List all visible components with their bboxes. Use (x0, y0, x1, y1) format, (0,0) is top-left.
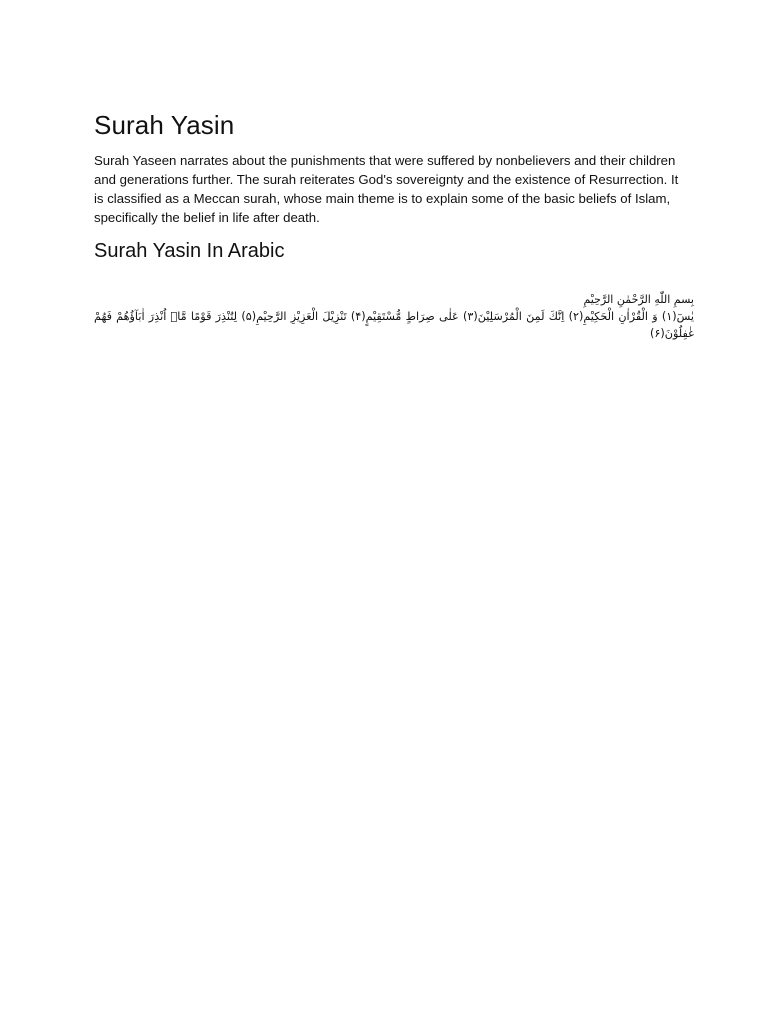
page-title: Surah Yasin (94, 110, 235, 140)
intro-paragraph: Surah Yaseen narrates about the punishments that were suffered by nonbelievers and their children and generations further. The surah reiterates God's sovereignty and the existence of Resurrection. It is classified as a Meccan surah, whose main theme is to explain some of the basic beliefs of Islam, specifically the belief in life after death. (94, 153, 679, 225)
bismillah-line: بِسمِ اللّٰهِ الرَّحْمٰنِ الرَّحِيْمِ (583, 293, 694, 306)
section-heading: Surah Yasin In Arabic (94, 240, 285, 262)
arabic-text-block (94, 292, 694, 345)
arabic-paragraph: يٰسٓ(۱) وَ الْقُرْاٰنِ الْحَكِیْمِ(۲) اِنَّكَ لَمِنَ الْمُرْسَلِیْنَ(۳) عَلٰى صِرَاطٍ مُّسْتَقِیْمٍ(۴) تَنْزِیْلَ الْعَزِیْزِ الرَّحِیْمِ(۵) لِتُنْذِرَ قَوْمًا مَّاۤ اُنْذِرَ اٰبَآؤُهُمْ فَهُمْ غٰفِلُوْنَ(۶) (94, 310, 695, 341)
